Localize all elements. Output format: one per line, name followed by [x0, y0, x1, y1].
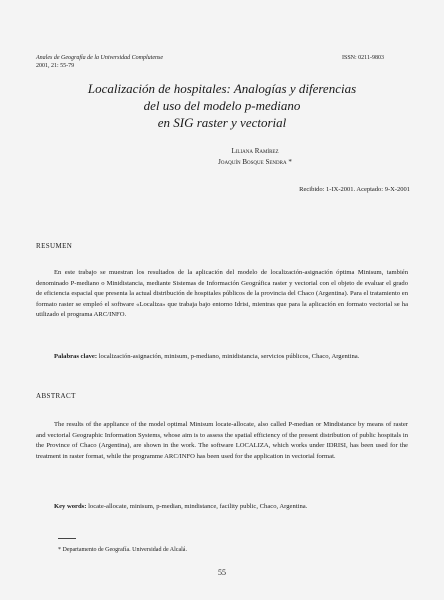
journal-volume: 2001, 21: 55-79 [36, 63, 75, 69]
abstract-heading: ABSTRACT [36, 392, 76, 400]
author-name: Liliana Ramírez [231, 147, 279, 155]
title-line: del uso del modelo p-mediano [143, 98, 301, 113]
resumen-body: En este trabajo se muestran los resultados de la aplicación del modelo de localización-asignación óptima Minisum, también denominado P-mediano o Minidistancia, mediante Sistemas de Información Geográfica raster y vectorial con el objeto de evaluar el grado de eficiencia espacial que presenta la actual distribución de hospitales públicos de la provincia del Chaco (Argentina). Para el tratamiento en formato raster se empleó el software «Localiza» que trabaja bajo entorno Idrisi, mientras que para la aplicación en formato vectorial se ha utilizado el programa ARC/INFO. [36, 269, 408, 318]
footnote: * Departamento de Geografía. Universidad de Alcalá. [58, 547, 187, 553]
received-accepted-dates: Recibido: 1-IX-2001. Aceptado: 9-X-2001 [299, 186, 410, 193]
title-line: en SIG raster y vectorial [157, 115, 287, 130]
issn: ISSN: 0211-9803 [342, 55, 384, 61]
page-number: 55 [218, 568, 226, 577]
title-line: Localización de hospitales: Analogías y diferencias [87, 81, 357, 96]
key-words [36, 502, 408, 513]
abstract-body: The results of the appliance of the model optimal Minisum locate-allocate, also called P-median or Mindistance by means of raster and vectorial Geographic Information Systems, whose aim is to assess the spatial efficiency of the present distribution of public hospitals in the Province of Chaco (Argentina), are shown in the work. The software LOCALIZA, which works under IDRISI, has been used for the treatment in raster format, while the programme ARC/INFO has been used for the application in vectorial format. [36, 421, 408, 460]
journal-header [36, 54, 286, 70]
key-words-label: Key words: [54, 503, 87, 510]
footnote-divider [58, 538, 76, 539]
author-list [140, 146, 370, 168]
palabras-clave [36, 352, 408, 363]
journal-name: Anales de Geografía de la Universidad Complutense [36, 55, 163, 61]
palabras-clave-label: Palabras clave: [54, 353, 98, 360]
paper-title [36, 80, 408, 131]
author-name: Joaquín Bosque Sendra * [218, 158, 292, 166]
key-words-text: locate-allocate, minisum, p-median, mindistance, facility public, Chaco, Argentina. [88, 503, 308, 510]
palabras-clave-text: localización-asignación, minisum, p-mediano, minidistancia, servicios públicos, Chaco, Argentina. [98, 353, 360, 360]
resumen-heading: RESUMEN [36, 242, 73, 250]
